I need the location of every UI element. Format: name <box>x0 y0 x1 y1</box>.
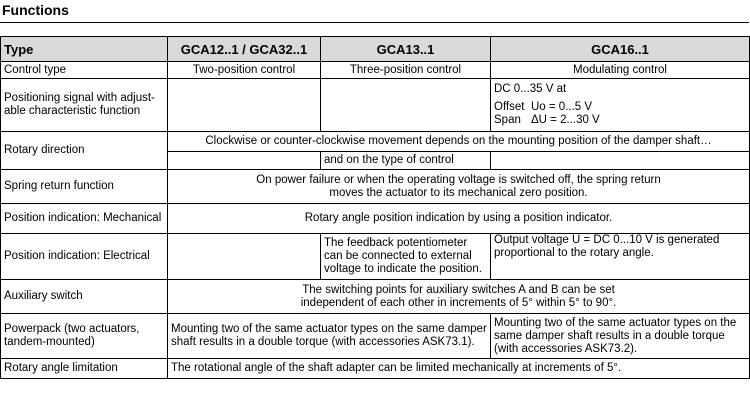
row-label: Position indication: Electrical <box>1 234 168 280</box>
cell-span-all: On power failure or when the operating voltage is switched off, the spring return moves the actuator to its mechanical zero position. <box>168 170 750 204</box>
header-type: Type <box>1 37 168 62</box>
row-label: Powerpack (two actuators, tandem-mounted) <box>1 314 168 359</box>
row-label: Position indication: Mechanical <box>1 204 168 234</box>
cell-gca13: The feedback potentiometer can be connected to external voltage to indicate the position. <box>321 234 491 280</box>
cell-empty <box>321 79 491 132</box>
row-spring-return <box>1 170 750 204</box>
signal-range: DC 0...35 V at <box>494 83 567 95</box>
cell-gca16 <box>491 79 750 132</box>
cell-span-all: The switching points for auxiliary switches A and B can be set independent of each other in increments of 5° within 5° to 90°. <box>168 280 750 314</box>
cell-span-all: The rotational angle of the shaft adapter can be limited mechanically at increments of 5°. <box>168 359 750 379</box>
row-label: Control type <box>1 62 168 79</box>
header-gca13: GCA13..1 <box>321 37 491 62</box>
cell-gca13: Three-position control <box>321 62 491 79</box>
span-label: Span <box>494 114 521 126</box>
functions-table <box>0 36 750 379</box>
row-label: Rotary angle limitation <box>1 359 168 379</box>
cell-span-all: Rotary angle position indication by using a position indicator. <box>168 204 750 234</box>
offset-label: Offset <box>494 101 525 113</box>
row-powerpack <box>1 314 750 359</box>
row-label: Auxiliary switch <box>1 280 168 314</box>
cell-span-all: Clockwise or counter-clockwise movement depends on the mounting position of the damper shaft… <box>168 132 750 152</box>
row-label: Rotary direction <box>1 132 168 170</box>
cell-empty <box>168 234 321 280</box>
row-position-electrical <box>1 234 750 280</box>
cell-gca16: Modulating control <box>491 62 750 79</box>
header-row <box>1 37 750 62</box>
cell-gca12: Two-position control <box>168 62 321 79</box>
cell-gca12-13: Mounting two of the same actuator types on the same damper shaft results in a double torque (with accessories ASK73.1). <box>168 314 491 359</box>
row-label: Spring return function <box>1 170 168 204</box>
row-auxiliary-switch <box>1 280 750 314</box>
header-gca12: GCA12..1 / GCA32..1 <box>168 37 321 62</box>
row-position-mechanical <box>1 204 750 234</box>
cell-gca16: Mounting two of the same actuator types on the same damper shaft results in a double torque (with accessories ASK73.2). <box>491 314 750 359</box>
header-gca16: GCA16..1 <box>491 37 750 62</box>
section-heading: Functions <box>2 2 69 18</box>
span-value: ΔU = 2...30 V <box>531 114 600 126</box>
row-control-type <box>1 62 750 79</box>
row-positioning-signal <box>1 79 750 132</box>
cell-empty <box>491 152 750 170</box>
offset-value: Uo = 0...5 V <box>531 101 593 113</box>
cell-empty <box>168 152 321 170</box>
row-rotary-limit <box>1 359 750 379</box>
row-rotary-direction <box>1 132 750 152</box>
row-label: Positioning signal with adjust-able characteristic function <box>1 79 168 132</box>
heading-divider <box>0 22 749 23</box>
cell-gca16: Output voltage U = DC 0...10 V is generated proportional to the rotary angle. <box>491 234 750 280</box>
cell-gca13: and on the type of control <box>321 152 491 170</box>
cell-empty <box>168 79 321 132</box>
